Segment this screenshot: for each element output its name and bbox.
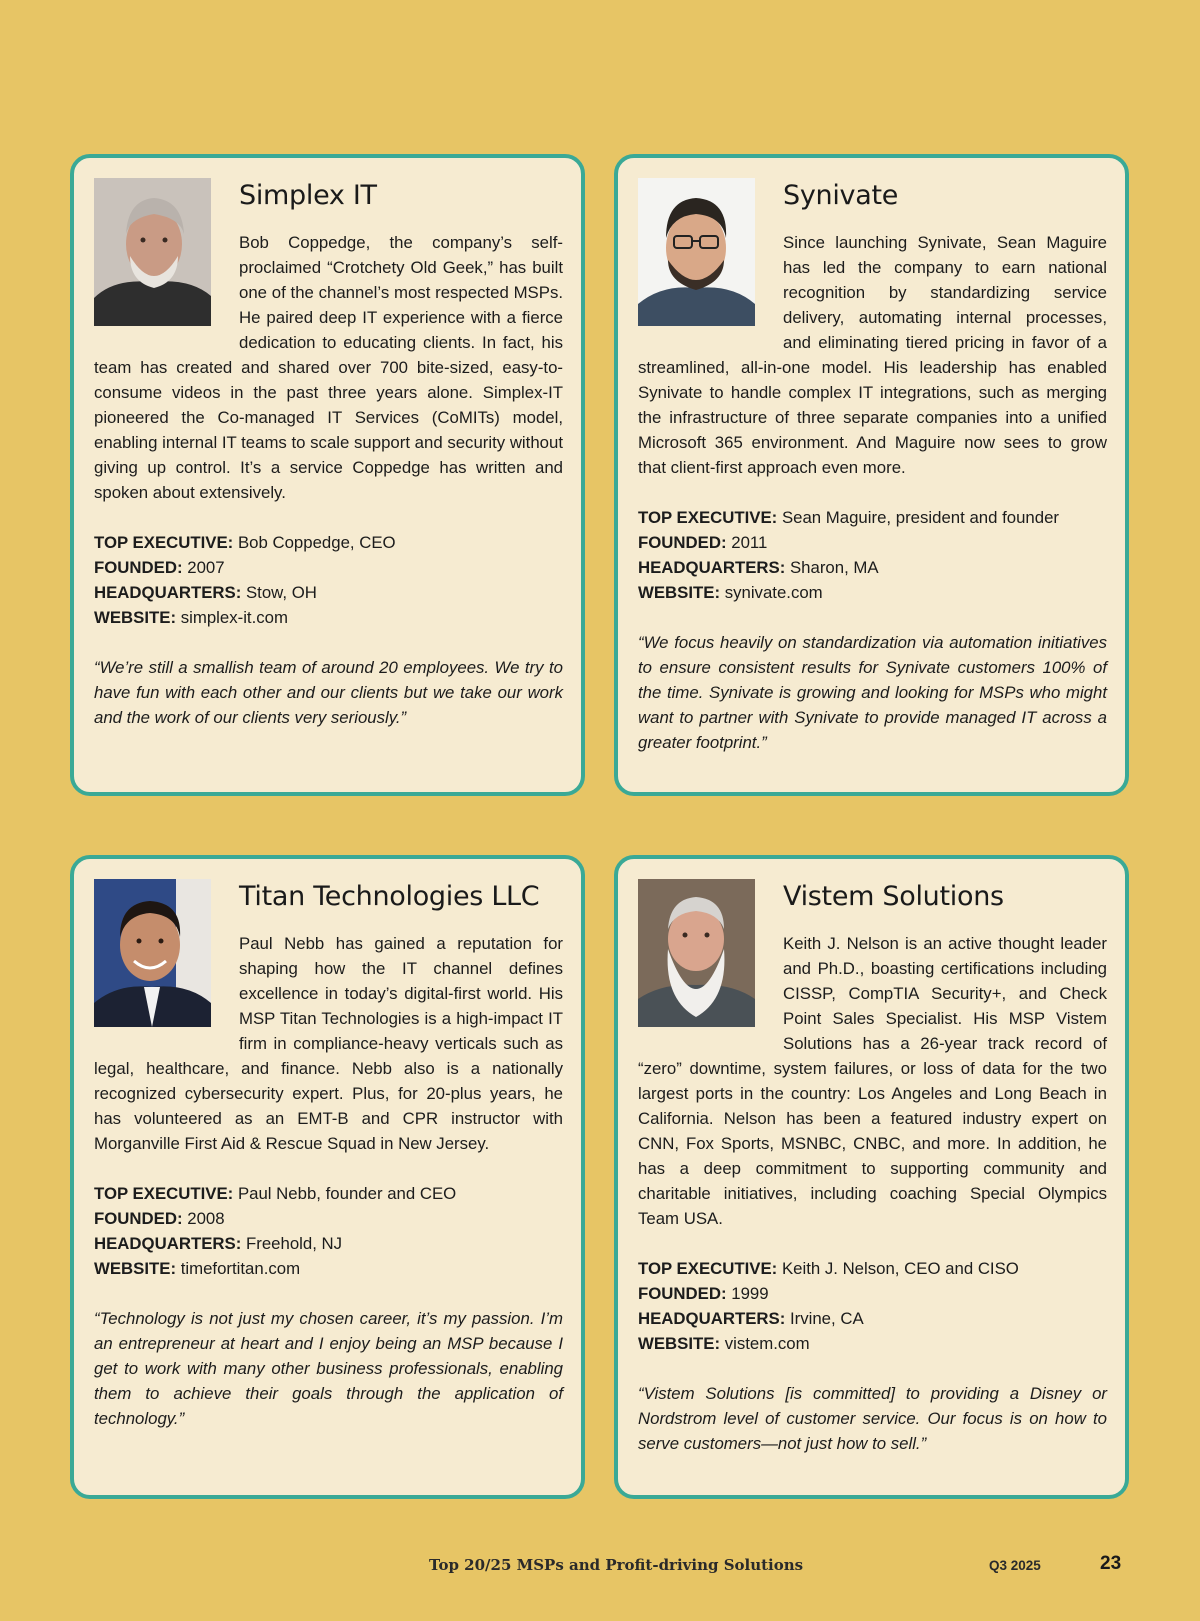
website-label: WEBSITE:: [94, 1259, 177, 1279]
headquarters-value: Irvine, CA: [789, 1309, 864, 1329]
founded-row: [94, 555, 563, 580]
company-facts: [638, 505, 1107, 605]
headquarters-row: [638, 555, 1107, 580]
top-executive-value: Keith J. Nelson, CEO and CISO: [781, 1259, 1019, 1279]
footer-issue-label: Q3 2025: [989, 1558, 1041, 1573]
portrait-photo-bob-coppedge: [94, 178, 211, 326]
company-description: Keith J. Nelson is an active thought leader and Ph.D., boasting certifications including CISSP, CompTIA Security+, and Check Point Sales Specialist. His MSP Vistem Solutions has a 26-year track record of “zero” downtime, system failures, or loss of data for the two largest ports in the country: Los Angeles and Long Beach in California. Nelson has been a featured industry expert on CNN, Fox Sports, MSNBC, CNBC, and more. In addition, he has a deep commitment to supporting community and charitable initiatives, including coaching Special Olympics Team USA.: [638, 934, 1107, 1229]
footer-page-number: 23: [1100, 1553, 1122, 1574]
top-executive-value: Paul Nebb, founder and CEO: [237, 1184, 457, 1204]
top-executive-value: Sean Maguire, president and founder: [781, 508, 1060, 528]
profile-card-titan-technologies: [70, 855, 585, 1499]
founded-label: FOUNDED:: [638, 1284, 727, 1304]
headquarters-label: HEADQUARTERS:: [94, 1234, 242, 1254]
website-value: synivate.com: [724, 583, 823, 603]
website-row: [638, 1331, 1107, 1356]
executive-quote: “Technology is not just my chosen career, it’s my passion. I’m an entrepreneur at heart and I enjoy being an MSP because I get to work with many other business professionals, enabling them to achieve their goals through the application of technology.”: [94, 1309, 563, 1429]
executive-quote: “We focus heavily on standardization via automation initiatives to ensure consistent results for Synivate customers 100% of the time. Synivate is growing and looking for MSPs who might want to partner with Synivate to provide managed IT across a greater footprint.”: [638, 633, 1107, 753]
portrait-image: [94, 178, 211, 326]
company-description: Bob Coppedge, the company’s self-proclaimed “Crotchety Old Geek,” has built one of the channel’s most respected MSPs. He paired deep IT experience with a fierce dedication to educating clients. In fact, his team has created and shared over 700 bite-sized, easy-to-consume videos in the past three years alone. Simplex-IT pioneered the Co-managed IT Services (CoMITs) model, enabling internal IT teams to scale support and security without giving up control. It’s a service Coppedge has written and spoken about extensively.: [94, 233, 563, 503]
company-facts: [94, 1181, 563, 1281]
company-description: Paul Nebb has gained a reputation for shaping how the IT channel defines excellence in today’s digital-first world. His MSP Titan Technologies is a high-impact IT firm in compliance-heavy verticals such as legal, healthcare, and finance. Nebb also is a nationally recognized cybersecurity expert. Plus, for 20-plus years, he has volunteered as an EMT-B and CPR instructor with Morganville First Aid & Rescue Squad in New Jersey.: [94, 934, 563, 1154]
founded-value: 2011: [731, 533, 768, 553]
website-row: [94, 605, 563, 630]
founded-row: [638, 1281, 1107, 1306]
headquarters-value: Stow, OH: [245, 583, 317, 603]
founded-value: 1999: [731, 1284, 769, 1304]
website-label: WEBSITE:: [638, 583, 721, 603]
profile-card-vistem-solutions: [614, 855, 1129, 1499]
founded-value: 2008: [187, 1209, 225, 1229]
top-executive-value: Bob Coppedge, CEO: [237, 533, 396, 553]
top-executive-row: [94, 1181, 563, 1206]
company-facts: [638, 1256, 1107, 1356]
headquarters-row: [638, 1306, 1107, 1331]
founded-row: [638, 530, 1107, 555]
headquarters-label: HEADQUARTERS:: [638, 1309, 786, 1329]
headquarters-value: Sharon, MA: [789, 558, 879, 578]
company-facts: [94, 530, 563, 630]
headquarters-value: Freehold, NJ: [245, 1234, 343, 1254]
website-label: WEBSITE:: [638, 1334, 721, 1354]
headquarters-label: HEADQUARTERS:: [638, 558, 786, 578]
company-description: Since launching Synivate, Sean Maguire has led the company to earn national recognition by standardizing service delivery, automating internal processes, and eliminating tiered pricing in favor of a streamlined, all-in-one model. His leadership has enabled Synivate to handle complex IT integrations, such as merging the infrastructure of three separate companies into a unified Microsoft 365 environment. And Maguire now sees to grow that client-first approach even more.: [638, 233, 1107, 478]
company-name: Vistem Solutions: [783, 881, 1004, 912]
headquarters-label: HEADQUARTERS:: [94, 583, 242, 603]
website-value: simplex-it.com: [180, 608, 288, 628]
top-executive-label: TOP EXECUTIVE:: [94, 533, 234, 553]
company-name: Titan Technologies LLC: [239, 881, 540, 912]
top-executive-label: TOP EXECUTIVE:: [94, 1184, 234, 1204]
website-value: timefortitan.com: [180, 1259, 301, 1279]
portrait-photo-sean-maguire: [638, 178, 755, 326]
company-name: Synivate: [783, 180, 899, 211]
top-executive-label: TOP EXECUTIVE:: [638, 1259, 778, 1279]
portrait-image: [94, 879, 211, 1027]
headquarters-row: [94, 580, 563, 605]
top-executive-label: TOP EXECUTIVE:: [638, 508, 778, 528]
founded-label: FOUNDED:: [94, 558, 183, 578]
founded-label: FOUNDED:: [94, 1209, 183, 1229]
profile-card-simplex-it: [70, 154, 585, 796]
founded-row: [94, 1206, 563, 1231]
executive-quote: “Vistem Solutions [is committed] to providing a Disney or Nordstrom level of customer service. Our focus is on how to serve customers—not just how to sell.”: [638, 1384, 1107, 1454]
headquarters-row: [94, 1231, 563, 1256]
profile-card-synivate: [614, 154, 1129, 796]
top-executive-row: [638, 505, 1107, 530]
portrait-photo-keith-nelson: [638, 879, 755, 1027]
website-row: [94, 1256, 563, 1281]
portrait-photo-paul-nebb: [94, 879, 211, 1027]
website-value: vistem.com: [724, 1334, 810, 1354]
founded-label: FOUNDED:: [638, 533, 727, 553]
portrait-image: [638, 879, 755, 1027]
portrait-image: [638, 178, 755, 326]
top-executive-row: [638, 1256, 1107, 1281]
company-name: Simplex IT: [239, 180, 377, 211]
footer-publication-title: Top 20/25 MSPs and Profit-driving Solutions: [429, 1556, 804, 1574]
founded-value: 2007: [187, 558, 225, 578]
website-row: [638, 580, 1107, 605]
executive-quote: “We’re still a smallish team of around 20 employees. We try to have fun with each other and our clients but we take our work and the work of our clients very seriously.”: [94, 658, 563, 728]
top-executive-row: [94, 530, 563, 555]
website-label: WEBSITE:: [94, 608, 177, 628]
